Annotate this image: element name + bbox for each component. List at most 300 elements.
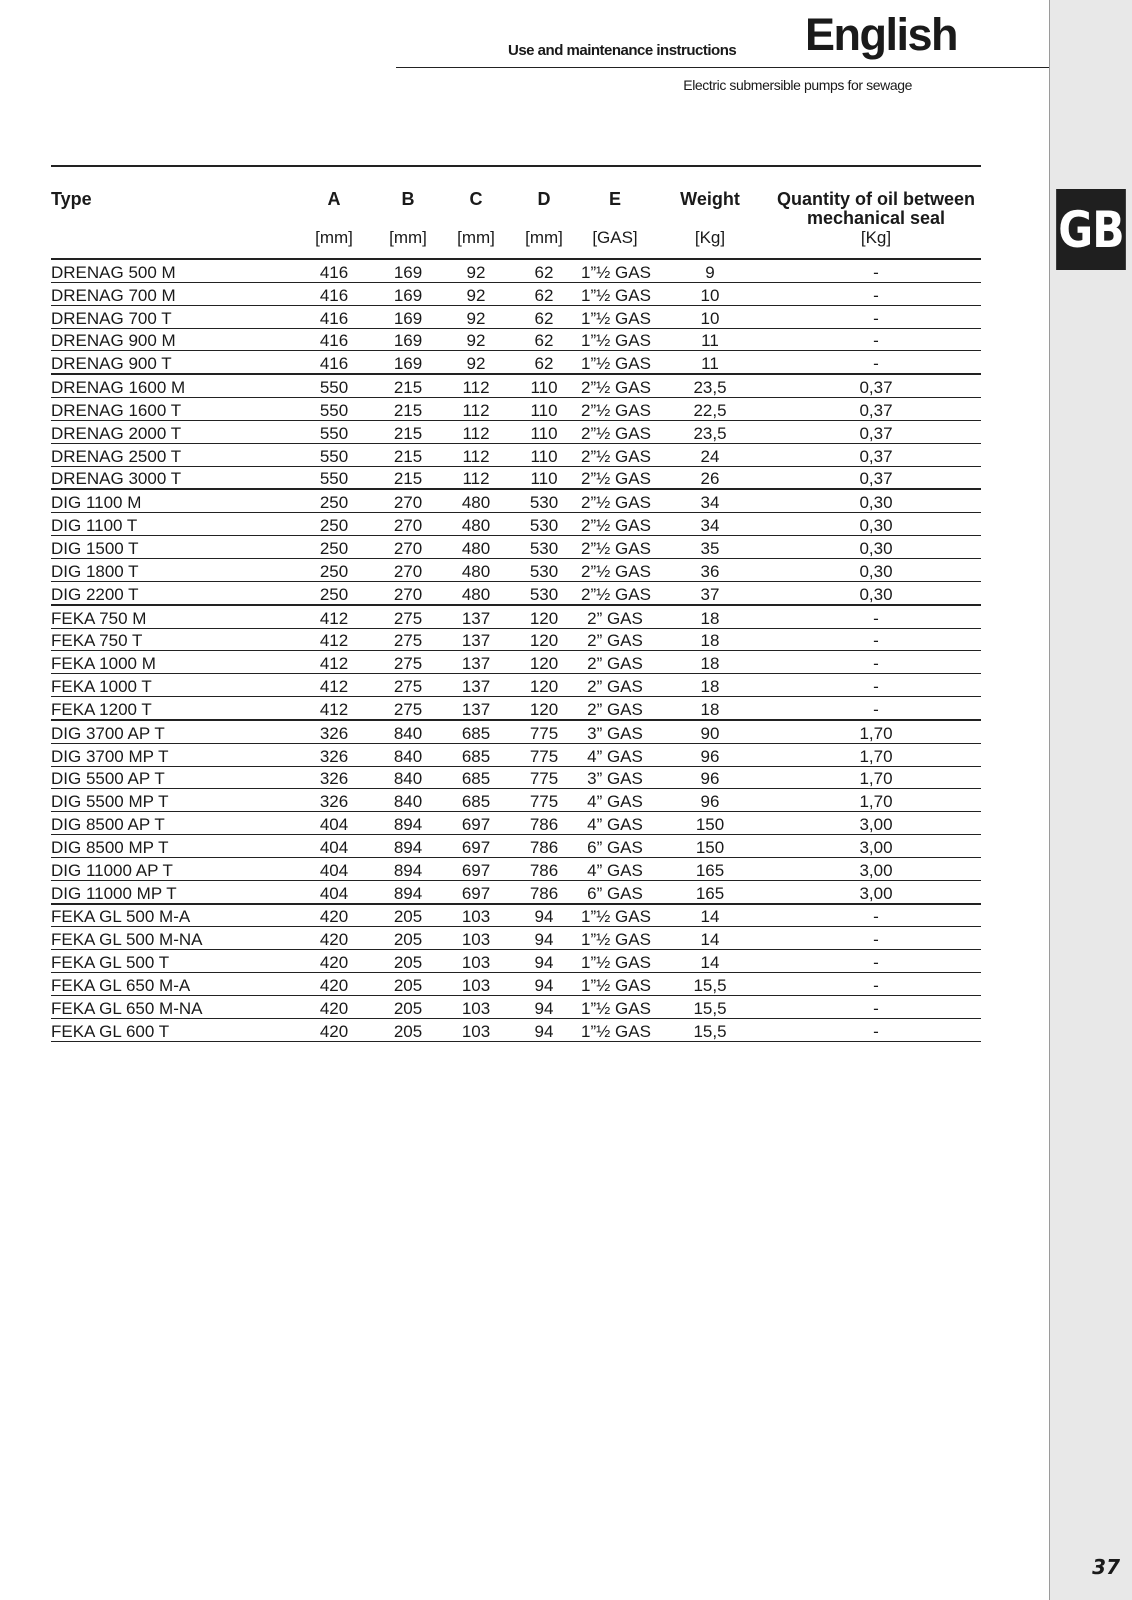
- unit-e: [GAS]: [581, 228, 649, 259]
- cell-weight: 35: [649, 536, 771, 559]
- table-row: [51, 927, 981, 950]
- cell-e: 6” GAS: [581, 835, 649, 858]
- table-body: [51, 259, 981, 1041]
- cell-e: 4” GAS: [581, 789, 649, 812]
- cell-e: 6” GAS: [581, 880, 649, 903]
- cell-a: 416: [297, 305, 371, 328]
- cell-oil-quantity: -: [771, 282, 981, 305]
- cell-a: 550: [297, 374, 371, 397]
- cell-type: DIG 3700 MP T: [51, 743, 297, 766]
- cell-oil-quantity: -: [771, 651, 981, 674]
- table-row: [51, 558, 981, 581]
- cell-type: DRENAG 900 M: [51, 328, 297, 351]
- cell-weight: 14: [649, 950, 771, 973]
- cell-type: DIG 1100 M: [51, 489, 297, 512]
- cell-a: 416: [297, 259, 371, 282]
- cell-oil-quantity: -: [771, 259, 981, 282]
- cell-e: 1”½ GAS: [581, 904, 649, 927]
- cell-b: 205: [371, 1018, 445, 1041]
- cell-oil-quantity: 1,70: [771, 789, 981, 812]
- cell-a: 416: [297, 328, 371, 351]
- table-units-row: [51, 228, 981, 259]
- cell-weight: 90: [649, 720, 771, 743]
- unit-a: [mm]: [297, 228, 371, 259]
- cell-type: FEKA 1000 M: [51, 651, 297, 674]
- cell-a: 412: [297, 674, 371, 697]
- cell-b: 215: [371, 374, 445, 397]
- table-header-row: [51, 167, 981, 228]
- cell-a: 326: [297, 743, 371, 766]
- table-row: [51, 904, 981, 927]
- cell-weight: 9: [649, 259, 771, 282]
- cell-e: 2”½ GAS: [581, 466, 649, 489]
- cell-a: 326: [297, 766, 371, 789]
- cell-d: 786: [507, 880, 581, 903]
- table-row: [51, 374, 981, 397]
- cell-b: 215: [371, 443, 445, 466]
- cell-oil-quantity: 0,37: [771, 374, 981, 397]
- cell-d: 110: [507, 374, 581, 397]
- unit-weight: [Kg]: [649, 228, 771, 259]
- cell-b: 270: [371, 558, 445, 581]
- cell-e: 1”½ GAS: [581, 1018, 649, 1041]
- cell-oil-quantity: 0,37: [771, 443, 981, 466]
- cell-type: DIG 3700 AP T: [51, 720, 297, 743]
- cell-b: 275: [371, 605, 445, 628]
- cell-e: 4” GAS: [581, 743, 649, 766]
- cell-e: 1”½ GAS: [581, 282, 649, 305]
- cell-a: 420: [297, 927, 371, 950]
- cell-oil-quantity: -: [771, 973, 981, 996]
- cell-type: DIG 2200 T: [51, 581, 297, 604]
- cell-e: 4” GAS: [581, 812, 649, 835]
- cell-a: 420: [297, 973, 371, 996]
- cell-type: DIG 5500 MP T: [51, 789, 297, 812]
- cell-e: 2” GAS: [581, 651, 649, 674]
- cell-type: FEKA GL 600 T: [51, 1018, 297, 1041]
- cell-d: 530: [507, 513, 581, 536]
- pump-dimensions-table: [51, 167, 981, 1042]
- cell-b: 270: [371, 513, 445, 536]
- cell-c: 697: [445, 835, 507, 858]
- cell-a: 404: [297, 880, 371, 903]
- cell-d: 120: [507, 628, 581, 651]
- table-row: [51, 973, 981, 996]
- table-row: [51, 536, 981, 559]
- cell-e: 2”½ GAS: [581, 513, 649, 536]
- cell-b: 270: [371, 581, 445, 604]
- table-row: [51, 697, 981, 720]
- unit-b: [mm]: [371, 228, 445, 259]
- cell-weight: 14: [649, 904, 771, 927]
- cell-oil-quantity: -: [771, 605, 981, 628]
- cell-e: 2”½ GAS: [581, 398, 649, 421]
- cell-weight: 34: [649, 489, 771, 512]
- cell-d: 110: [507, 466, 581, 489]
- cell-a: 250: [297, 558, 371, 581]
- cell-a: 550: [297, 420, 371, 443]
- cell-a: 420: [297, 904, 371, 927]
- cell-oil-quantity: 3,00: [771, 812, 981, 835]
- cell-weight: 18: [649, 628, 771, 651]
- cell-a: 404: [297, 812, 371, 835]
- cell-d: 120: [507, 605, 581, 628]
- cell-c: 685: [445, 766, 507, 789]
- table-row: [51, 1018, 981, 1041]
- cell-type: FEKA GL 500 M-A: [51, 904, 297, 927]
- cell-d: 775: [507, 789, 581, 812]
- cell-oil-quantity: 3,00: [771, 835, 981, 858]
- cell-oil-quantity: 1,70: [771, 766, 981, 789]
- cell-d: 530: [507, 536, 581, 559]
- cell-a: 404: [297, 857, 371, 880]
- cell-b: 215: [371, 466, 445, 489]
- cell-type: DRENAG 1600 T: [51, 398, 297, 421]
- cell-type: DRENAG 700 T: [51, 305, 297, 328]
- table-row: [51, 996, 981, 1019]
- cell-weight: 23,5: [649, 374, 771, 397]
- cell-b: 894: [371, 880, 445, 903]
- cell-e: 1”½ GAS: [581, 927, 649, 950]
- cell-e: 2” GAS: [581, 605, 649, 628]
- cell-d: 120: [507, 674, 581, 697]
- cell-d: 94: [507, 927, 581, 950]
- cell-c: 480: [445, 489, 507, 512]
- cell-type: DRENAG 500 M: [51, 259, 297, 282]
- cell-c: 480: [445, 581, 507, 604]
- cell-d: 775: [507, 743, 581, 766]
- cell-d: 530: [507, 489, 581, 512]
- cell-type: DRENAG 3000 T: [51, 466, 297, 489]
- cell-weight: 15,5: [649, 1018, 771, 1041]
- cell-c: 103: [445, 904, 507, 927]
- cell-c: 103: [445, 927, 507, 950]
- table-row: [51, 628, 981, 651]
- cell-b: 275: [371, 651, 445, 674]
- column-header-c: C: [469, 189, 483, 209]
- cell-weight: 15,5: [649, 973, 771, 996]
- cell-oil-quantity: -: [771, 674, 981, 697]
- cell-e: 2”½ GAS: [581, 558, 649, 581]
- cell-b: 894: [371, 812, 445, 835]
- cell-c: 697: [445, 857, 507, 880]
- cell-e: 2”½ GAS: [581, 374, 649, 397]
- cell-e: 2”½ GAS: [581, 443, 649, 466]
- cell-b: 840: [371, 766, 445, 789]
- cell-oil-quantity: -: [771, 305, 981, 328]
- cell-c: 92: [445, 305, 507, 328]
- cell-oil-quantity: -: [771, 628, 981, 651]
- cell-weight: 36: [649, 558, 771, 581]
- cell-b: 215: [371, 420, 445, 443]
- cell-weight: 150: [649, 835, 771, 858]
- cell-e: 2” GAS: [581, 628, 649, 651]
- cell-b: 840: [371, 789, 445, 812]
- cell-e: 1”½ GAS: [581, 351, 649, 374]
- cell-d: 530: [507, 581, 581, 604]
- cell-oil-quantity: 0,30: [771, 536, 981, 559]
- cell-c: 137: [445, 628, 507, 651]
- cell-a: 420: [297, 1018, 371, 1041]
- cell-a: 550: [297, 443, 371, 466]
- cell-weight: 22,5: [649, 398, 771, 421]
- column-header-weight: Weight: [680, 189, 740, 209]
- cell-c: 137: [445, 651, 507, 674]
- cell-d: 530: [507, 558, 581, 581]
- cell-b: 205: [371, 973, 445, 996]
- cell-c: 137: [445, 674, 507, 697]
- cell-oil-quantity: -: [771, 950, 981, 973]
- cell-b: 275: [371, 674, 445, 697]
- cell-weight: 24: [649, 443, 771, 466]
- cell-c: 103: [445, 996, 507, 1019]
- cell-type: FEKA 750 T: [51, 628, 297, 651]
- cell-c: 103: [445, 950, 507, 973]
- cell-d: 94: [507, 1018, 581, 1041]
- table-row: [51, 651, 981, 674]
- header-caption: Electric submersible pumps for sewage: [683, 77, 912, 93]
- table-row: [51, 489, 981, 512]
- cell-weight: 23,5: [649, 420, 771, 443]
- table-row: [51, 674, 981, 697]
- cell-d: 62: [507, 282, 581, 305]
- cell-c: 137: [445, 605, 507, 628]
- cell-d: 62: [507, 328, 581, 351]
- cell-e: 3” GAS: [581, 720, 649, 743]
- cell-a: 416: [297, 282, 371, 305]
- cell-c: 103: [445, 1018, 507, 1041]
- unit-d: [mm]: [507, 228, 581, 259]
- cell-c: 112: [445, 398, 507, 421]
- cell-a: 250: [297, 513, 371, 536]
- page-number: 37: [1092, 1555, 1120, 1579]
- unit-c: [mm]: [445, 228, 507, 259]
- cell-e: 2”½ GAS: [581, 581, 649, 604]
- cell-c: 112: [445, 374, 507, 397]
- cell-a: 550: [297, 398, 371, 421]
- cell-c: 112: [445, 443, 507, 466]
- cell-a: 420: [297, 950, 371, 973]
- cell-type: DRENAG 700 M: [51, 282, 297, 305]
- cell-type: FEKA 1000 T: [51, 674, 297, 697]
- table-row: [51, 513, 981, 536]
- cell-c: 92: [445, 282, 507, 305]
- cell-d: 94: [507, 950, 581, 973]
- table-row: [51, 835, 981, 858]
- table-row: [51, 420, 981, 443]
- cell-oil-quantity: 0,30: [771, 489, 981, 512]
- table-row: [51, 812, 981, 835]
- cell-d: 110: [507, 443, 581, 466]
- cell-type: FEKA 1200 T: [51, 697, 297, 720]
- cell-weight: 11: [649, 328, 771, 351]
- header-subtitle: Use and maintenance instructions: [508, 42, 737, 59]
- cell-b: 894: [371, 835, 445, 858]
- cell-oil-quantity: -: [771, 927, 981, 950]
- cell-oil-quantity: 1,70: [771, 720, 981, 743]
- cell-d: 62: [507, 305, 581, 328]
- cell-a: 326: [297, 789, 371, 812]
- cell-d: 786: [507, 857, 581, 880]
- cell-weight: 37: [649, 581, 771, 604]
- cell-b: 270: [371, 489, 445, 512]
- cell-d: 62: [507, 351, 581, 374]
- cell-a: 550: [297, 466, 371, 489]
- cell-b: 894: [371, 857, 445, 880]
- cell-type: DRENAG 900 T: [51, 351, 297, 374]
- cell-weight: 96: [649, 766, 771, 789]
- cell-c: 480: [445, 536, 507, 559]
- column-header-d: D: [537, 189, 551, 209]
- cell-e: 2” GAS: [581, 674, 649, 697]
- cell-weight: 150: [649, 812, 771, 835]
- cell-b: 169: [371, 305, 445, 328]
- cell-oil-quantity: 3,00: [771, 880, 981, 903]
- cell-b: 205: [371, 904, 445, 927]
- cell-oil-quantity: 0,30: [771, 581, 981, 604]
- cell-type: DIG 11000 AP T: [51, 857, 297, 880]
- cell-d: 62: [507, 259, 581, 282]
- cell-b: 270: [371, 536, 445, 559]
- table-row: [51, 328, 981, 351]
- cell-c: 137: [445, 697, 507, 720]
- table-row: [51, 857, 981, 880]
- cell-e: 1”½ GAS: [581, 950, 649, 973]
- cell-c: 92: [445, 351, 507, 374]
- cell-weight: 18: [649, 697, 771, 720]
- cell-c: 103: [445, 973, 507, 996]
- cell-weight: 18: [649, 605, 771, 628]
- cell-type: DIG 1100 T: [51, 513, 297, 536]
- unit-type: [51, 228, 297, 259]
- cell-a: 412: [297, 628, 371, 651]
- table-row: [51, 743, 981, 766]
- cell-e: 1”½ GAS: [581, 305, 649, 328]
- cell-b: 275: [371, 628, 445, 651]
- cell-weight: 11: [649, 351, 771, 374]
- cell-c: 112: [445, 466, 507, 489]
- cell-d: 775: [507, 720, 581, 743]
- cell-d: 120: [507, 651, 581, 674]
- cell-oil-quantity: -: [771, 351, 981, 374]
- cell-b: 205: [371, 950, 445, 973]
- cell-d: 94: [507, 996, 581, 1019]
- cell-type: FEKA 750 M: [51, 605, 297, 628]
- cell-a: 404: [297, 835, 371, 858]
- header-language-title: English: [805, 9, 958, 60]
- table-row: [51, 282, 981, 305]
- table-row: [51, 605, 981, 628]
- table-row: [51, 766, 981, 789]
- column-header-type: Type: [51, 189, 92, 209]
- cell-e: 2”½ GAS: [581, 420, 649, 443]
- cell-c: 92: [445, 259, 507, 282]
- cell-a: 420: [297, 996, 371, 1019]
- column-header-oil-quantity: Quantity of oil between mechanical seal: [776, 189, 975, 228]
- column-header-b: B: [401, 189, 415, 209]
- cell-type: FEKA GL 500 M-NA: [51, 927, 297, 950]
- cell-oil-quantity: -: [771, 996, 981, 1019]
- cell-a: 412: [297, 697, 371, 720]
- column-header-a: A: [327, 189, 341, 209]
- cell-e: 1”½ GAS: [581, 259, 649, 282]
- cell-oil-quantity: -: [771, 697, 981, 720]
- unit-oil-quantity: [Kg]: [771, 228, 981, 259]
- cell-b: 205: [371, 996, 445, 1019]
- cell-e: 4” GAS: [581, 857, 649, 880]
- table-row: [51, 720, 981, 743]
- cell-e: 3” GAS: [581, 766, 649, 789]
- cell-type: DRENAG 2500 T: [51, 443, 297, 466]
- cell-oil-quantity: 1,70: [771, 743, 981, 766]
- table-row: [51, 305, 981, 328]
- cell-a: 250: [297, 489, 371, 512]
- cell-weight: 18: [649, 651, 771, 674]
- cell-oil-quantity: -: [771, 328, 981, 351]
- cell-b: 205: [371, 927, 445, 950]
- cell-weight: 165: [649, 880, 771, 903]
- cell-oil-quantity: -: [771, 1018, 981, 1041]
- cell-e: 1”½ GAS: [581, 328, 649, 351]
- cell-a: 250: [297, 536, 371, 559]
- cell-weight: 15,5: [649, 996, 771, 1019]
- cell-type: DRENAG 2000 T: [51, 420, 297, 443]
- cell-weight: 10: [649, 305, 771, 328]
- cell-b: 169: [371, 282, 445, 305]
- cell-type: DIG 8500 MP T: [51, 835, 297, 858]
- cell-oil-quantity: 0,37: [771, 420, 981, 443]
- table-row: [51, 351, 981, 374]
- cell-a: 250: [297, 581, 371, 604]
- cell-c: 697: [445, 880, 507, 903]
- cell-c: 697: [445, 812, 507, 835]
- cell-b: 169: [371, 351, 445, 374]
- cell-weight: 165: [649, 857, 771, 880]
- cell-c: 480: [445, 513, 507, 536]
- table-row: [51, 880, 981, 903]
- cell-b: 215: [371, 398, 445, 421]
- cell-type: DIG 1800 T: [51, 558, 297, 581]
- cell-c: 112: [445, 420, 507, 443]
- cell-weight: 96: [649, 789, 771, 812]
- cell-weight: 18: [649, 674, 771, 697]
- cell-type: DIG 11000 MP T: [51, 880, 297, 903]
- cell-weight: 14: [649, 927, 771, 950]
- cell-c: 92: [445, 328, 507, 351]
- cell-a: 412: [297, 651, 371, 674]
- cell-d: 120: [507, 697, 581, 720]
- spec-table-container: [51, 165, 981, 1042]
- table-row: [51, 259, 981, 282]
- cell-type: DIG 5500 AP T: [51, 766, 297, 789]
- cell-d: 775: [507, 766, 581, 789]
- language-tab: GB: [1056, 189, 1126, 270]
- table-row: [51, 950, 981, 973]
- cell-c: 480: [445, 558, 507, 581]
- cell-b: 840: [371, 743, 445, 766]
- cell-a: 326: [297, 720, 371, 743]
- cell-d: 110: [507, 398, 581, 421]
- cell-oil-quantity: 0,30: [771, 558, 981, 581]
- cell-e: 1”½ GAS: [581, 996, 649, 1019]
- cell-oil-quantity: 0,30: [771, 513, 981, 536]
- cell-type: FEKA GL 650 M-A: [51, 973, 297, 996]
- table-row: [51, 443, 981, 466]
- cell-b: 169: [371, 259, 445, 282]
- cell-e: 2”½ GAS: [581, 489, 649, 512]
- cell-b: 840: [371, 720, 445, 743]
- cell-e: 2”½ GAS: [581, 536, 649, 559]
